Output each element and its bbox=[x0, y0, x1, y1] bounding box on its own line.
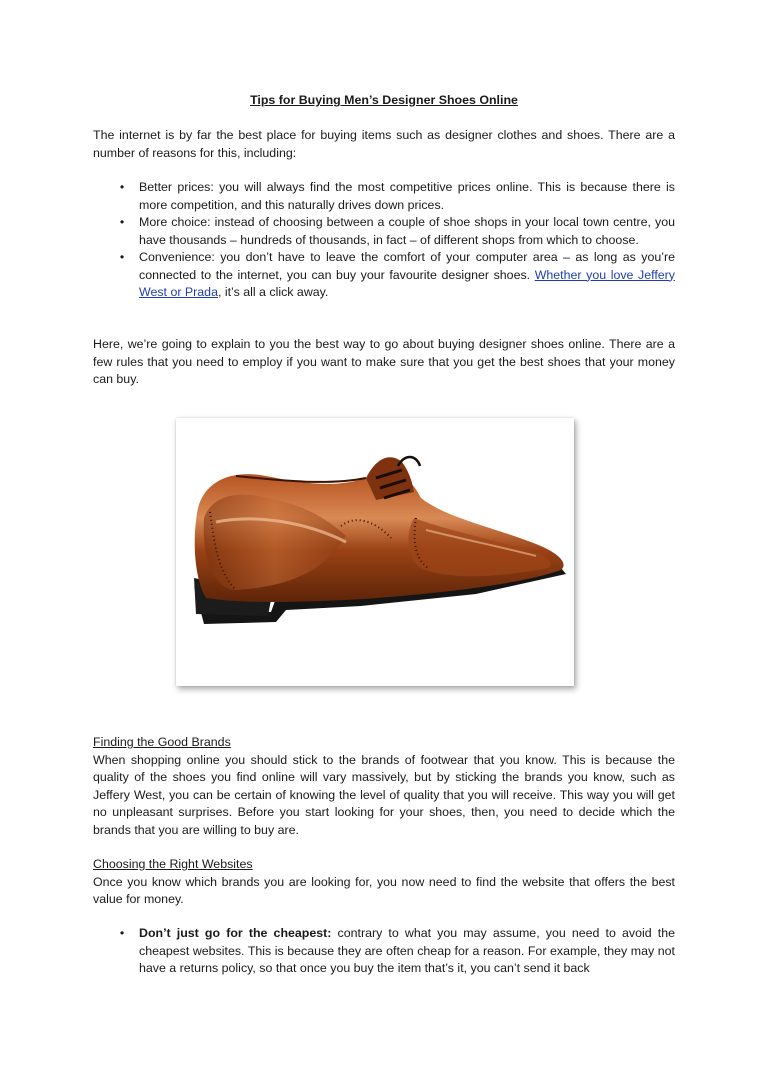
section-paragraph: Once you know which brands you are looking for, you now need to find the website that offers the best value for money. bbox=[93, 874, 675, 906]
explanation-paragraph: Here, we’re going to explain to you the best way to go about buying designer shoes online. There are a few rules that you need to employ if you want to make sure that you get the best shoes that your money can buy. bbox=[93, 337, 675, 386]
document-title: Tips for Buying Men’s Designer Shoes Online bbox=[250, 93, 518, 107]
bullet-icon: • bbox=[119, 215, 125, 229]
websites-section bbox=[93, 856, 675, 909]
section-heading: Choosing the Right Websites bbox=[93, 857, 253, 871]
brand-link[interactable]: Whether you love Jeffery West or Prada bbox=[139, 267, 675, 299]
bullet-icon: • bbox=[119, 180, 125, 194]
reasons-list-container bbox=[93, 179, 675, 302]
shoe-illustration bbox=[176, 418, 574, 686]
list-item-text: More choice: instead of choosing between a couple of shoe shops in your local town centre, you have thousands – hundreds of thousands, in fact – of different shops from which to choose. bbox=[139, 215, 675, 247]
section-heading: Finding the Good Brands bbox=[93, 735, 231, 749]
intro-paragraph: The internet is by far the best place for buying items such as designer clothes and shoes. There are a number of reasons for this, including: bbox=[93, 128, 675, 160]
shoe-image bbox=[176, 418, 574, 686]
reasons-list bbox=[93, 179, 675, 302]
list-item-text: , it’s all a click away. bbox=[217, 285, 329, 299]
tip-title: Don’t just go for the cheapest: bbox=[139, 926, 332, 940]
list-item bbox=[93, 249, 675, 302]
explanation-section bbox=[93, 336, 675, 389]
list-item-text: Better prices: you will always find the most competitive prices online. This is because there is more competition, and this naturally drives down prices. bbox=[139, 180, 675, 212]
tips-list bbox=[93, 925, 675, 978]
list-item bbox=[93, 925, 675, 978]
intro-section bbox=[93, 127, 675, 162]
bullet-icon: • bbox=[119, 926, 125, 940]
tips-list-container bbox=[93, 925, 675, 978]
list-item bbox=[93, 179, 675, 214]
list-item-text: Convenience: you don’t have to leave the comfort of your computer area – as long as you’re connected to the internet, you can buy your favourite designer shoes. bbox=[139, 250, 675, 282]
list-item-text: contrary to what you may assume, you need to avoid the cheapest websites. This is because they are often cheap for a reason. For example, they may not have a returns policy, so that once you buy the item that’s it, you can’t send it back bbox=[139, 926, 675, 975]
section-paragraph: When shopping online you should stick to the brands of footwear that you know. This is because the quality of the shoes you find online will vary massively, but by sticking the brands you know, such as Jeffery West, you can be certain of knowing the level of quality that you will receive. This way you will get no unpleasant surprises. Before you start looking for your shoes, then, you need to decide which the brands that you are willing to buy are. bbox=[93, 752, 675, 837]
list-item bbox=[93, 214, 675, 249]
brands-section bbox=[93, 734, 675, 839]
bullet-icon: • bbox=[119, 250, 125, 264]
